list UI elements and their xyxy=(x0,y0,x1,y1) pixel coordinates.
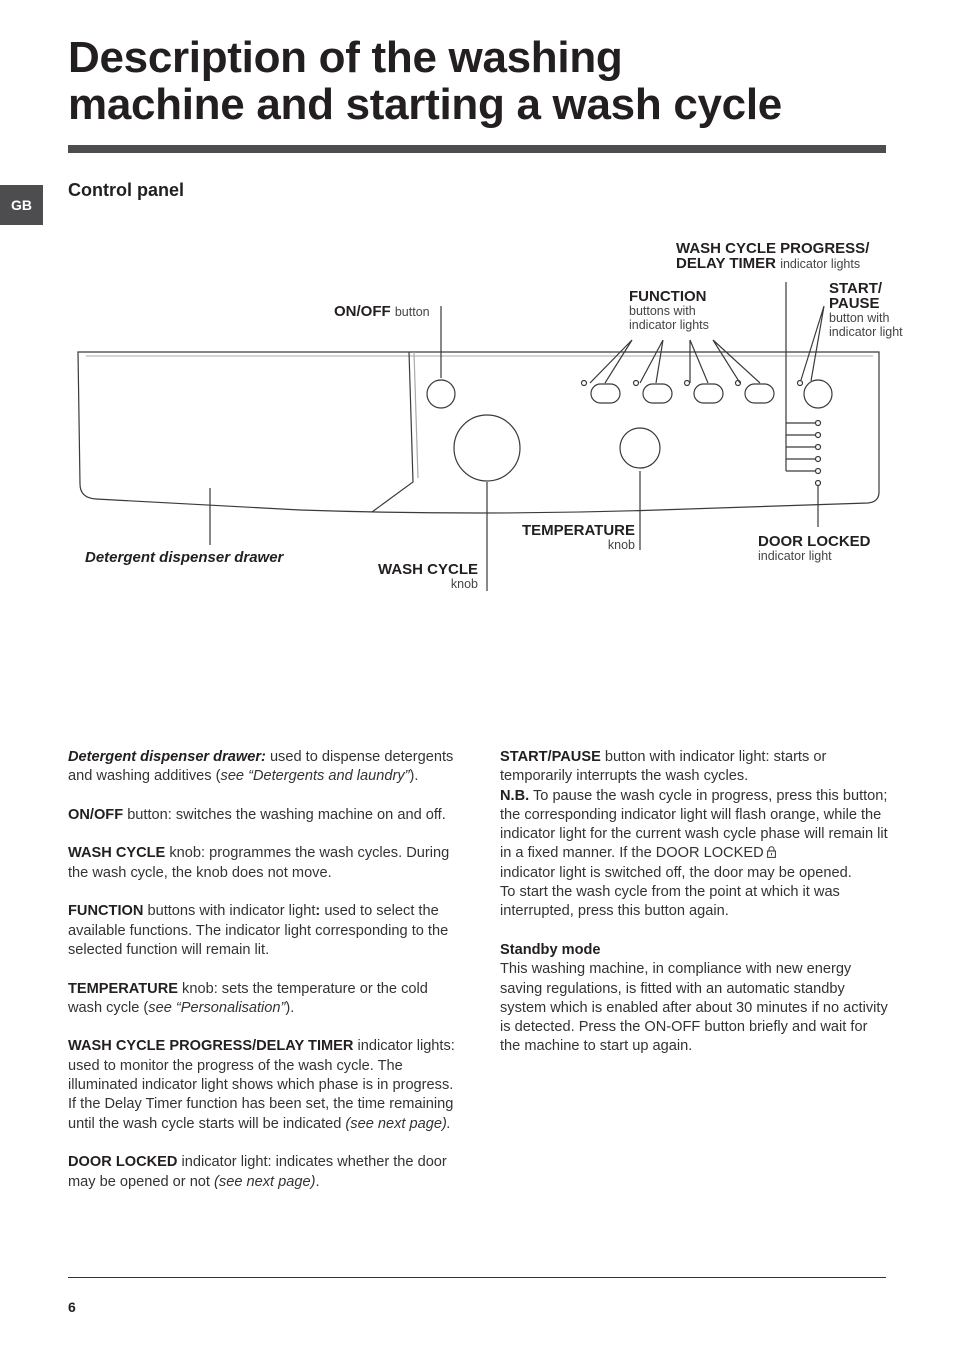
function-label-sub-1: buttons with xyxy=(629,304,696,318)
function-light-1 xyxy=(582,381,587,386)
standby-paragraph: This washing machine, in compliance with new energy saving regulations, is fitted with an automatic standby system which is enabled after about 30 minutes if no activity is detected. Press the ON-OFF button briefly and wait for the machine to start up again. xyxy=(500,961,888,1055)
section-heading: Control panel xyxy=(68,180,184,200)
start-pause-text: button with indicator light: starts or temporarily interrupts the wash cycles. xyxy=(500,749,827,785)
start-pause-light xyxy=(798,381,803,386)
page-title-line-1: Description of the washing xyxy=(68,33,623,82)
wash-cycle-label xyxy=(350,562,478,591)
footer-divider xyxy=(68,1277,886,1278)
progress-paragraph xyxy=(68,1037,455,1133)
progress-light-5 xyxy=(816,469,821,474)
function-button-1 xyxy=(591,384,620,403)
detergent-term: Detergent dispenser drawer: xyxy=(68,749,266,765)
panel-outline xyxy=(78,352,879,513)
function-button-4 xyxy=(745,384,774,403)
temperature-term: TEMPERATURE xyxy=(68,980,178,997)
detergent-ref: see “Detergents and laundry” xyxy=(220,768,410,785)
progress-term: WASH CYCLE PROGRESS/DELAY TIMER xyxy=(68,1038,354,1055)
function-leaders xyxy=(590,340,760,383)
progress-light-1 xyxy=(816,421,821,426)
function-light-2 xyxy=(634,381,639,386)
temperature-text: knob: sets the temperature or the cold wash cycle ( xyxy=(68,980,428,1016)
detergent-text: used to dispense detergents and washing additives ( xyxy=(68,749,454,785)
onoff-text: button: switches the washing machine on and off. xyxy=(123,806,446,823)
nb-text-3: To start the wash cycle from the point at which it was interrupted, press this button again. xyxy=(500,884,840,920)
door-locked-paragraph xyxy=(68,1153,455,1192)
title-divider xyxy=(68,145,886,153)
start-pause-label-sub-2: indicator light xyxy=(829,325,903,339)
detergent-end: ). xyxy=(409,768,419,785)
door-locked-light xyxy=(816,481,821,486)
progress-text-1: indicator lights: used to monitor the progress of the wash cycle. The illuminated indicator light shows which phase is in progress. xyxy=(68,1038,455,1094)
function-term: FUNCTION xyxy=(68,903,144,920)
nb-text-1: To pause the wash cycle in progress, press this button; the corresponding indicator light will flash orange, while the indicator light for the current wash cycle phase will remain lit in a fixed manner. If the DOOR LOCKED xyxy=(500,787,888,862)
temperature-knob xyxy=(620,428,660,468)
nb-text-2: indicator light is switched off, the door may be opened. xyxy=(500,864,852,881)
onoff-button xyxy=(427,380,455,408)
language-tab: GB xyxy=(0,185,43,225)
page-title xyxy=(68,34,908,128)
temperature-label xyxy=(516,523,635,552)
progress-label-bold-1: WASH CYCLE PROGRESS/ xyxy=(676,240,870,257)
right-column xyxy=(500,748,888,1076)
door-locked-ref: (see next page) xyxy=(214,1173,316,1190)
start-pause-label-bold-2: PAUSE xyxy=(829,295,880,312)
nb-paragraph xyxy=(500,787,888,922)
onoff-label-bold: ON/OFF xyxy=(334,303,391,320)
progress-label-bold-2: DELAY TIMER xyxy=(676,255,777,272)
standby-heading xyxy=(500,941,888,960)
function-text-1: buttons with indicator light xyxy=(143,903,316,920)
drawer-split-line-inner xyxy=(414,352,418,478)
onoff-paragraph xyxy=(68,806,455,825)
temperature-paragraph xyxy=(68,980,455,1019)
wash-cycle-term: WASH CYCLE xyxy=(68,845,166,862)
function-text-2: used to select the available functions. The indicator light corresponding to the selected function will remain lit. xyxy=(68,903,449,958)
door-locked-term: DOOR LOCKED xyxy=(68,1154,178,1171)
detergent-drawer-label xyxy=(85,550,283,565)
temperature-end: ). xyxy=(285,999,295,1016)
wash-cycle-knob xyxy=(454,415,520,481)
drawer-split-line xyxy=(372,352,413,512)
function-label-sub-2: indicator lights xyxy=(629,318,709,332)
wash-cycle-label-bold: WASH CYCLE xyxy=(377,561,478,578)
start-pause-leaders xyxy=(801,306,824,381)
onoff-label xyxy=(334,304,430,320)
page-number: 6 xyxy=(68,1299,76,1315)
door-locked-label-bold: DOOR LOCKED xyxy=(758,533,871,550)
progress-text-2: If the Delay Timer function has been set, the time remaining until the wash cycle starts will be indicated xyxy=(68,1096,454,1132)
progress-light-4 xyxy=(816,457,821,462)
function-label xyxy=(629,289,709,332)
function-paragraph xyxy=(68,902,455,960)
door-locked-label-sub: indicator light xyxy=(758,549,832,563)
door-locked-end: . xyxy=(315,1173,320,1190)
temperature-label-sub: knob xyxy=(607,538,635,552)
nb-term: N.B. xyxy=(500,787,530,804)
function-light-3 xyxy=(685,381,690,386)
temperature-ref: see “Personalisation” xyxy=(148,999,286,1016)
start-pause-button xyxy=(804,380,832,408)
start-pause-label-bold-1: START/ xyxy=(829,280,883,297)
lock-icon xyxy=(767,846,776,858)
start-pause-label-sub-1: button with xyxy=(829,311,890,325)
standby-heading-text: Standby mode xyxy=(500,941,601,958)
wash-cycle-text: knob: programmes the wash cycles. During the wash cycle, the knob does not move. xyxy=(68,845,450,881)
detergent-paragraph xyxy=(68,748,455,787)
onoff-label-sub: button xyxy=(394,305,430,319)
function-button-2 xyxy=(643,384,672,403)
start-pause-term: START/PAUSE xyxy=(500,749,601,765)
control-panel-diagram xyxy=(0,220,954,600)
progress-leaders xyxy=(786,282,815,471)
start-pause-paragraph xyxy=(500,748,888,787)
progress-label-sub: indicator lights xyxy=(780,257,861,271)
start-pause-label xyxy=(829,281,903,339)
progress-light-2 xyxy=(816,433,821,438)
function-label-bold: FUNCTION xyxy=(629,288,707,305)
door-locked-label xyxy=(758,534,871,563)
progress-label xyxy=(676,241,869,272)
wash-cycle-label-sub: knob xyxy=(450,577,478,591)
temperature-label-bold: TEMPERATURE xyxy=(521,522,635,539)
page-title-line-2: machine and starting a wash cycle xyxy=(68,80,782,129)
detergent-drawer-label-text: Detergent dispenser drawer xyxy=(85,549,284,566)
function-button-3 xyxy=(694,384,723,403)
onoff-term: ON/OFF xyxy=(68,806,124,823)
left-column xyxy=(68,748,455,1211)
function-colon: : xyxy=(315,903,321,920)
progress-ref: (see next page). xyxy=(345,1115,451,1132)
progress-light-3 xyxy=(816,445,821,450)
door-locked-text: indicator light: indicates whether the door may be opened or not xyxy=(68,1154,447,1190)
wash-cycle-paragraph xyxy=(68,844,455,883)
